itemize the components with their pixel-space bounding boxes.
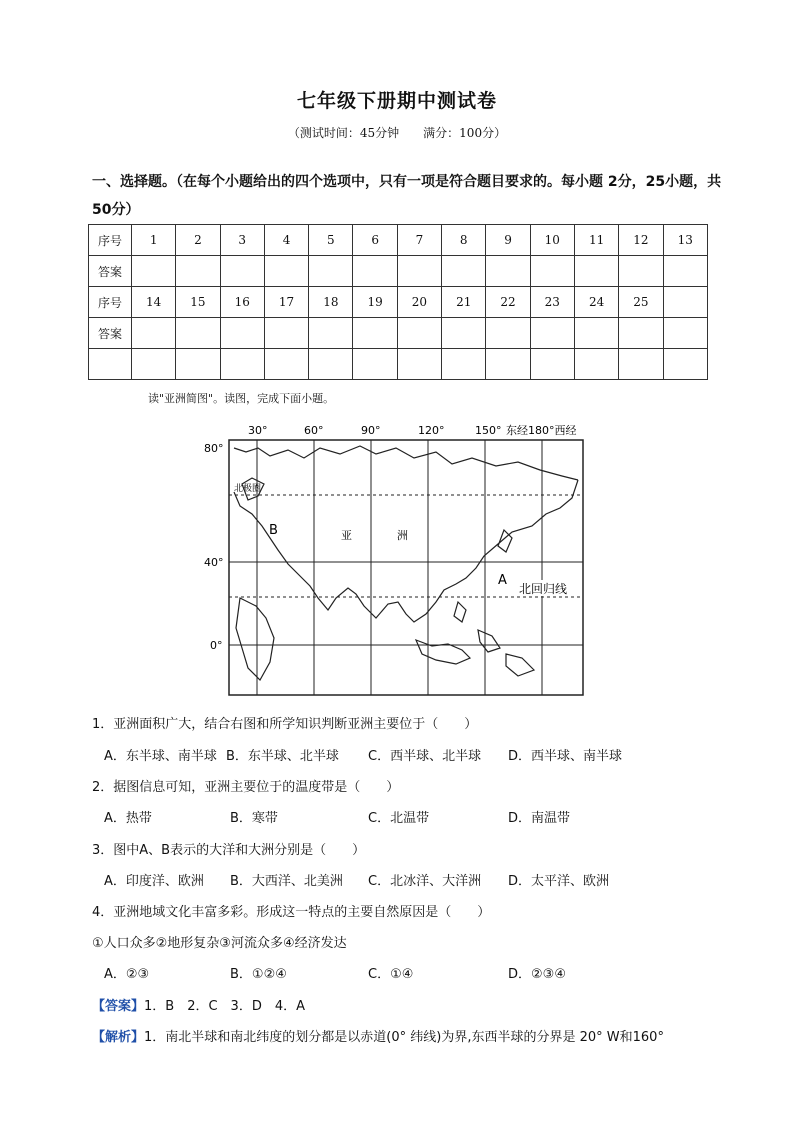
- empty-cell: [619, 349, 663, 380]
- lon-label: 60°: [304, 424, 324, 437]
- answer-cell[interactable]: [309, 318, 353, 349]
- q1-option-b[interactable]: B．东半球、北半球: [226, 749, 339, 764]
- q2-option-b[interactable]: B．寒带: [230, 811, 278, 826]
- empty-cell: [309, 349, 353, 380]
- empty-cell: [220, 349, 264, 380]
- seq-cell: 10: [530, 225, 574, 256]
- lon-label: 150°: [475, 424, 502, 437]
- label-a: A: [498, 573, 507, 588]
- seq-cell: 16: [220, 287, 264, 318]
- ans-label: 答案: [89, 256, 132, 287]
- answer-cell[interactable]: [442, 256, 486, 287]
- empty-cell: [574, 349, 618, 380]
- seq-cell: 20: [397, 287, 441, 318]
- q2-option-c[interactable]: C．北温带: [368, 811, 430, 826]
- label-zhou: 洲: [397, 529, 408, 542]
- q1-option-c[interactable]: C．西半球、北半球: [368, 749, 482, 764]
- lat-label: 80°: [204, 442, 224, 455]
- seq-cell: 1: [132, 225, 176, 256]
- seq-cell: 14: [132, 287, 176, 318]
- q4-option-a[interactable]: A．②③: [104, 967, 150, 982]
- section-heading: 一、选择题。（在每个小题给出的四个选项中，只有一项是符合题目要求的。每小题 2分，25小题，共50分）: [92, 174, 722, 218]
- seq-cell: 5: [309, 225, 353, 256]
- q3-option-b[interactable]: B．大西洋、北美洲: [230, 874, 343, 889]
- answer-text: 1．B 2．C 3．D 4．A: [144, 999, 305, 1014]
- question-4-sub: ①人口众多②地形复杂③河流众多④经济发达: [92, 936, 347, 951]
- question-1-stem: 1．亚洲面积广大，结合右图和所学知识判断亚洲主要位于（ ）: [92, 717, 478, 732]
- seq-cell: 17: [264, 287, 308, 318]
- q3-option-d[interactable]: D．太平洋、欧洲: [508, 874, 610, 889]
- seq-cell: 11: [574, 225, 618, 256]
- answer-cell[interactable]: [530, 256, 574, 287]
- q4-option-d[interactable]: D．②③④: [508, 967, 566, 982]
- empty-cell: [486, 349, 530, 380]
- empty-cell: [397, 349, 441, 380]
- seq-cell: 12: [619, 225, 663, 256]
- lat-label: 40°: [204, 556, 224, 569]
- empty-cell: [176, 349, 220, 380]
- seq-cell: [663, 287, 707, 318]
- question-4-stem: 4．亚洲地域文化丰富多彩。形成这一特点的主要自然原因是（ ）: [92, 905, 491, 920]
- answer-cell[interactable]: [486, 256, 530, 287]
- answer-cell[interactable]: [132, 256, 176, 287]
- answer-tag: 【答案】: [92, 999, 145, 1014]
- q3-option-a[interactable]: A．印度洋、欧洲: [104, 874, 204, 889]
- empty-cell: [442, 349, 486, 380]
- answer-cell[interactable]: [397, 318, 441, 349]
- table-row-seq-2: [89, 287, 708, 318]
- seq-cell: 8: [442, 225, 486, 256]
- seq-cell: 23: [530, 287, 574, 318]
- seq-label: 序号: [89, 225, 132, 256]
- tropic-label: 北回归线: [519, 582, 568, 596]
- ans-label: 答案: [89, 318, 132, 349]
- map-caption: 读"亚洲简图"。读图，完成下面小题。: [148, 392, 335, 405]
- answer-line: [92, 995, 305, 1014]
- answer-cell[interactable]: [309, 256, 353, 287]
- seq-cell: 2: [176, 225, 220, 256]
- answer-cell[interactable]: [132, 318, 176, 349]
- answer-cell[interactable]: [264, 256, 308, 287]
- seq-cell: 21: [442, 287, 486, 318]
- question-3-stem: 3．图中A、B表示的大洋和大洲分别是（ ）: [92, 843, 366, 858]
- q4-option-c[interactable]: C．①④: [368, 967, 414, 982]
- answer-cell[interactable]: [442, 318, 486, 349]
- lon-label: 东经180°西经: [506, 424, 577, 437]
- question-2-stem: 2．据图信息可知，亚洲主要位于的温度带是（ ）: [92, 780, 400, 795]
- q1-option-d[interactable]: D．西半球、南半球: [508, 749, 623, 764]
- q1-option-a[interactable]: A．东半球、南半球: [104, 749, 217, 764]
- empty-cell: [663, 349, 707, 380]
- seq-label: 序号: [89, 287, 132, 318]
- seq-cell: 25: [619, 287, 663, 318]
- seq-cell: 7: [397, 225, 441, 256]
- answer-cell[interactable]: [397, 256, 441, 287]
- answer-table: [88, 224, 708, 380]
- answer-cell[interactable]: [264, 318, 308, 349]
- answer-cell[interactable]: [176, 256, 220, 287]
- empty-cell: [89, 349, 132, 380]
- page-title: 七年级下册期中测试卷: [296, 90, 497, 112]
- label-b: B: [269, 523, 278, 538]
- q3-option-c[interactable]: C．北冰洋、大洋洲: [368, 874, 482, 889]
- seq-cell: 22: [486, 287, 530, 318]
- answer-cell[interactable]: [220, 318, 264, 349]
- label-ya: 亚: [341, 529, 352, 542]
- table-row-ans-2: [89, 318, 708, 349]
- analysis-tag: 【解析】: [92, 1030, 145, 1045]
- answer-cell[interactable]: [663, 318, 707, 349]
- answer-cell[interactable]: [574, 256, 618, 287]
- q2-option-a[interactable]: A．热带: [104, 811, 152, 826]
- seq-cell: 4: [264, 225, 308, 256]
- analysis-text: 1．南北半球和南北纬度的划分都是以赤道(0° 纬线)为界,东西半球的分界是 20° W和160°: [144, 1030, 664, 1045]
- q2-option-d[interactable]: D．南温带: [508, 811, 571, 826]
- empty-cell: [132, 349, 176, 380]
- asia-map: [200, 418, 590, 700]
- lon-label: 30°: [248, 424, 268, 437]
- answer-cell[interactable]: [486, 318, 530, 349]
- seq-cell: 3: [220, 225, 264, 256]
- answer-cell[interactable]: [619, 318, 663, 349]
- analysis-line: [92, 1026, 664, 1045]
- arctic-label: 北极圈: [234, 484, 262, 494]
- empty-cell: [530, 349, 574, 380]
- lon-label: 90°: [361, 424, 381, 437]
- answer-cell[interactable]: [176, 318, 220, 349]
- map-frame: [229, 440, 583, 695]
- table-row-ans-1: [89, 256, 708, 287]
- page-subtitle: （测试时间：45分钟 满分：100分）: [287, 126, 507, 140]
- answer-cell[interactable]: [530, 318, 574, 349]
- empty-cell: [264, 349, 308, 380]
- seq-cell: 6: [353, 225, 397, 256]
- empty-cell: [353, 349, 397, 380]
- seq-cell: 18: [309, 287, 353, 318]
- seq-cell: 19: [353, 287, 397, 318]
- answer-cell[interactable]: [574, 318, 618, 349]
- answer-cell[interactable]: [663, 256, 707, 287]
- seq-cell: 15: [176, 287, 220, 318]
- answer-cell[interactable]: [353, 256, 397, 287]
- lon-label: 120°: [418, 424, 445, 437]
- seq-cell: 24: [574, 287, 618, 318]
- q4-option-b[interactable]: B．①②④: [230, 967, 287, 982]
- seq-cell: 9: [486, 225, 530, 256]
- answer-cell[interactable]: [619, 256, 663, 287]
- answer-cell[interactable]: [353, 318, 397, 349]
- seq-cell: 13: [663, 225, 707, 256]
- answer-cell[interactable]: [220, 256, 264, 287]
- map-grid: [229, 440, 583, 695]
- table-row-seq-1: [89, 225, 708, 256]
- table-row-empty: [89, 349, 708, 380]
- lat-label: 0°: [210, 639, 223, 652]
